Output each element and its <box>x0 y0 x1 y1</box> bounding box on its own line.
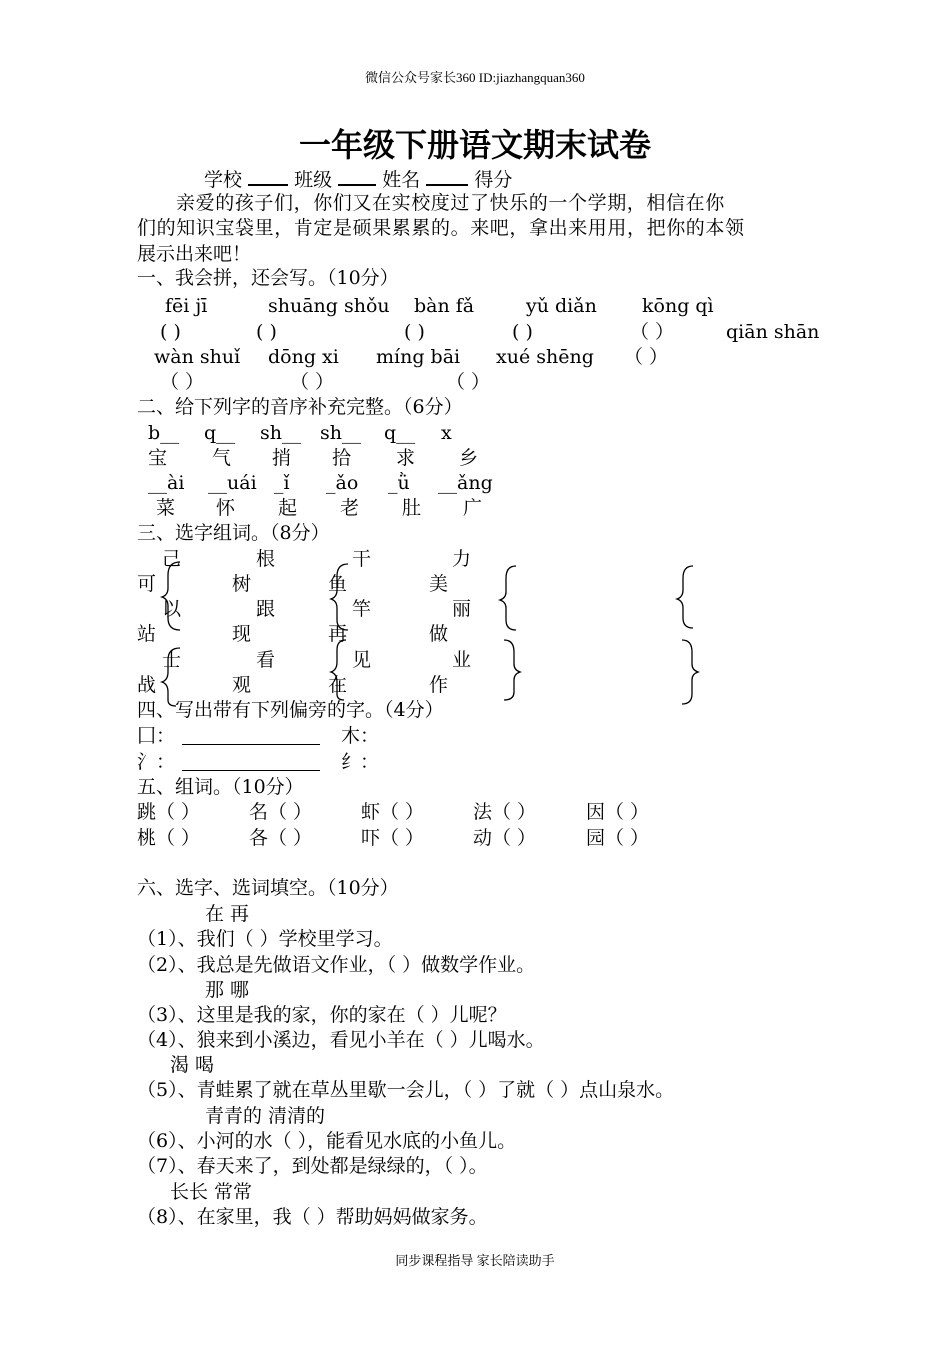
section-4-title: 四、写出带有下列偏旁的字。（4分） <box>137 699 444 721</box>
char: 丽 <box>452 598 472 620</box>
answer-box[interactable]: ( ) <box>404 321 425 343</box>
char: 战 <box>137 674 157 696</box>
char: 拾 <box>332 447 352 469</box>
class-label: 班级 <box>294 169 333 191</box>
brace-right-icon <box>504 640 520 700</box>
answer-box[interactable]: （ ） <box>160 371 205 393</box>
char: 宝 <box>148 447 168 469</box>
option-pair: 渴 喝 <box>170 1054 215 1076</box>
char: 美 <box>429 573 449 595</box>
char: 跟 <box>256 598 276 620</box>
word-item[interactable]: 虾（ ） <box>361 801 425 823</box>
brace-left-icon <box>677 566 693 628</box>
word-item[interactable]: 法（ ） <box>473 801 537 823</box>
radical-shui-label: 氵： <box>137 751 176 773</box>
brace-left-icon <box>331 640 346 700</box>
char: 见 <box>352 649 372 671</box>
initial-blank[interactable]: q__ <box>204 422 236 444</box>
pinyin-item: bàn fǎ <box>414 295 475 317</box>
pinyin-item: míng bāi <box>376 346 461 368</box>
char: 再 <box>328 623 348 645</box>
char: 根 <box>256 548 276 570</box>
char: 可 <box>137 573 157 595</box>
name-label: 姓名 <box>382 169 421 191</box>
char: 以 <box>162 598 182 620</box>
char: 力 <box>452 548 472 570</box>
option-pair: 在 再 <box>205 903 250 925</box>
brace-left-icon <box>162 562 180 630</box>
char: 老 <box>340 497 360 519</box>
word-item[interactable]: 桃（ ） <box>137 827 201 849</box>
word-item[interactable]: 因（ ） <box>586 801 650 823</box>
initial-blank[interactable]: x <box>441 422 452 444</box>
section-2-title: 二、给下列字的音序补充完整。（6分） <box>137 396 463 418</box>
initial-blank[interactable]: sh__ <box>320 422 361 444</box>
radical-si-label: 纟： <box>341 751 380 773</box>
answer-box[interactable]: ( ) <box>256 321 277 343</box>
question-8: （8）、在家里，我（ ）帮助妈妈做家务。 <box>137 1206 488 1228</box>
word-item[interactable]: 动（ ） <box>473 827 537 849</box>
char: 观 <box>232 674 252 696</box>
char: 气 <box>212 447 232 469</box>
char: 做 <box>429 623 449 645</box>
char: 求 <box>396 447 416 469</box>
pinyin-item: xué shēng <box>496 346 594 368</box>
pinyin-item: fēi jī <box>165 295 208 317</box>
intro-line-3: 展示出来吧！ <box>137 243 252 265</box>
char: 乡 <box>459 447 479 469</box>
question-1: （1）、我们（ ）学校里学习。 <box>137 928 393 950</box>
question-6: （6）、小河的水（ ），能看见水底的小鱼儿。 <box>137 1130 517 1152</box>
pinyin-item: dōng xi <box>268 346 339 368</box>
char: 竿 <box>352 598 372 620</box>
score-label: 得分 <box>474 169 513 191</box>
page-header: 微信公众号家长360 ID:jiazhangquan360 <box>365 70 585 85</box>
char: 士 <box>162 649 182 671</box>
char: 看 <box>256 649 276 671</box>
brace-left-icon <box>500 566 516 630</box>
final-blank[interactable]: __uái <box>208 472 257 494</box>
question-3: （3）、这里是我的家，你的家在（ ）儿呢？ <box>137 1004 507 1026</box>
pinyin-item: kōng qì <box>642 295 714 317</box>
question-4: （4）、狼来到小溪边，看见小羊在（ ）儿喝水。 <box>137 1029 545 1051</box>
intro-line-2: 们的知识宝袋里，肯定是硕果累累的。来吧，拿出来用用，把你的本领 <box>137 217 745 239</box>
pinyin-item: qiān shān <box>726 321 820 343</box>
option-pair: 那 哪 <box>205 979 250 1001</box>
section-5-title: 五、组词。（10分） <box>137 776 304 798</box>
page-footer: 同步课程指导 家长陪读助手 <box>395 1253 555 1268</box>
section-1-title: 一、我会拼，还会写。（10分） <box>137 267 399 289</box>
char: 己 <box>162 548 182 570</box>
word-item[interactable]: 各（ ） <box>249 827 313 849</box>
final-blank[interactable]: __ǎng <box>438 472 493 494</box>
brace-left-icon <box>331 564 348 630</box>
pinyin-item: wàn shuǐ <box>154 346 241 368</box>
radical-kou-label: 囗： <box>137 725 176 747</box>
word-item[interactable]: 园（ ） <box>586 827 650 849</box>
final-blank[interactable]: _ǜ <box>388 472 410 494</box>
word-item[interactable]: 跳（ ） <box>137 801 201 823</box>
section-3-title: 三、选字组词。（8分） <box>137 522 330 544</box>
char: 鱼 <box>328 573 348 595</box>
char: 业 <box>452 649 472 671</box>
pinyin-item: shuāng shǒu <box>268 295 390 317</box>
answer-box[interactable]: （ ） <box>624 346 669 368</box>
final-blank[interactable]: _ǎo <box>326 472 359 494</box>
final-blank[interactable]: _ǐ <box>274 472 290 494</box>
answer-box[interactable]: （ ） <box>446 371 491 393</box>
char: 干 <box>352 548 372 570</box>
answer-box[interactable]: （ ） <box>630 321 675 343</box>
char: 广 <box>463 497 483 519</box>
option-pair: 青青的 清清的 <box>205 1105 326 1127</box>
answer-box[interactable]: ( ) <box>160 321 181 343</box>
word-item[interactable]: 吓（ ） <box>361 827 425 849</box>
question-5: （5）、青蛙累了就在草丛里歇一会儿，（ ）了就（ ）点山泉水。 <box>137 1079 675 1101</box>
brace-right-icon <box>682 640 698 704</box>
section-6-title: 六、选字、选词填空。（10分） <box>137 877 399 899</box>
final-blank[interactable]: __ài <box>148 472 185 494</box>
school-label: 学校 <box>204 169 243 191</box>
page-title: 一年级下册语文期末试卷 <box>298 126 651 164</box>
char: 站 <box>137 623 157 645</box>
char: 在 <box>328 674 348 696</box>
char: 肚 <box>402 497 422 519</box>
initial-blank[interactable]: q__ <box>384 422 416 444</box>
answer-box[interactable]: ( ) <box>512 321 533 343</box>
initial-blank[interactable]: b__ <box>148 422 180 444</box>
radical-kou-blank[interactable] <box>182 744 320 745</box>
option-pair: 长长 常常 <box>170 1181 253 1203</box>
char: 菜 <box>156 497 176 519</box>
char: 起 <box>278 497 298 519</box>
radical-shui-blank[interactable] <box>182 770 320 771</box>
char: 树 <box>232 573 252 595</box>
char: 作 <box>429 674 449 696</box>
question-2: （2）、我总是先做语文作业，（ ）做数学作业。 <box>137 954 536 976</box>
radical-mu-label: 木： <box>341 725 380 747</box>
char: 现 <box>232 623 252 645</box>
pinyin-item: yǔ diǎn <box>526 295 597 317</box>
intro-line-1: 亲爱的孩子们，你们又在实校度过了快乐的一个学期，相信在你 <box>176 192 725 214</box>
answer-box[interactable]: （ ） <box>290 371 335 393</box>
word-item[interactable]: 名（ ） <box>249 801 313 823</box>
initial-blank[interactable]: sh__ <box>260 422 301 444</box>
char: 捎 <box>272 447 292 469</box>
char: 怀 <box>216 497 236 519</box>
question-7: （7）、春天来了，到处都是绿绿的，（ ）。 <box>137 1155 488 1177</box>
